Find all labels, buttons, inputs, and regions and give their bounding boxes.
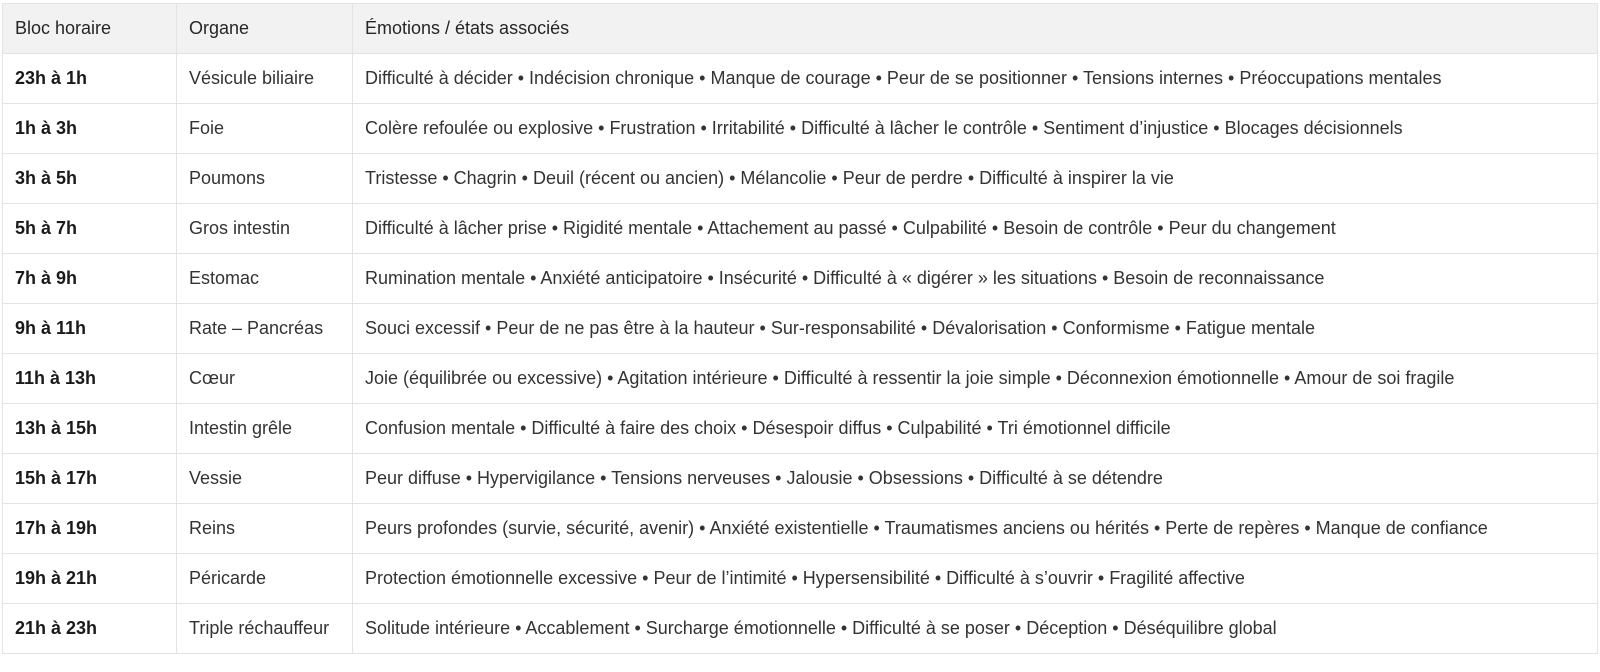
emotions-cell: Peur diffuse • Hypervigilance • Tensions nerveuses • Jalousie • Obsessions • Difficulté à se détendre [353,454,1598,504]
time-cell: 23h à 1h [3,54,177,104]
table-row [3,404,1598,454]
header-emotions: Émotions / états associés [353,4,1598,54]
organ-cell: Rate – Pancréas [177,304,353,354]
table-row [3,54,1598,104]
table-body [3,54,1598,654]
organ-cell: Gros intestin [177,204,353,254]
table-row [3,504,1598,554]
table-row [3,304,1598,354]
organ-cell: Poumons [177,154,353,204]
table-row [3,104,1598,154]
header-row [3,4,1598,54]
organ-cell: Vessie [177,454,353,504]
time-cell: 11h à 13h [3,354,177,404]
table-row [3,454,1598,504]
table-header [3,4,1598,54]
organ-cell: Vésicule biliaire [177,54,353,104]
emotions-cell: Difficulté à décider • Indécision chronique • Manque de courage • Peur de se positionner • Tensions internes • Préoccupations mentales [353,54,1598,104]
organ-cell: Intestin grêle [177,404,353,454]
table-row [3,554,1598,604]
emotions-cell: Peurs profondes (survie, sécurité, avenir) • Anxiété existentielle • Traumatismes anciens ou hérités • Perte de repères • Manque de confiance [353,504,1598,554]
time-cell: 3h à 5h [3,154,177,204]
emotions-cell: Tristesse • Chagrin • Deuil (récent ou ancien) • Mélancolie • Peur de perdre • Difficulté à inspirer la vie [353,154,1598,204]
table-row [3,204,1598,254]
time-cell: 17h à 19h [3,504,177,554]
table-row [3,604,1598,654]
emotions-cell: Confusion mentale • Difficulté à faire des choix • Désespoir diffus • Culpabilité • Tri émotionnel difficile [353,404,1598,454]
emotions-cell: Rumination mentale • Anxiété anticipatoire • Insécurité • Difficulté à « digérer » les situations • Besoin de reconnaissance [353,254,1598,304]
table-row [3,354,1598,404]
organ-clock-table-container [2,3,1597,654]
table-row [3,254,1598,304]
emotions-cell: Souci excessif • Peur de ne pas être à la hauteur • Sur-responsabilité • Dévalorisation • Conformisme • Fatigue mentale [353,304,1598,354]
time-cell: 15h à 17h [3,454,177,504]
organ-cell: Foie [177,104,353,154]
organ-cell: Péricarde [177,554,353,604]
emotions-cell: Difficulté à lâcher prise • Rigidité mentale • Attachement au passé • Culpabilité • Besoin de contrôle • Peur du changement [353,204,1598,254]
emotions-cell: Solitude intérieure • Accablement • Surcharge émotionnelle • Difficulté à se poser • Déception • Déséquilibre global [353,604,1598,654]
time-cell: 7h à 9h [3,254,177,304]
organ-cell: Cœur [177,354,353,404]
emotions-cell: Colère refoulée ou explosive • Frustration • Irritabilité • Difficulté à lâcher le contrôle • Sentiment d’injustice • Blocages décisionnels [353,104,1598,154]
time-cell: 9h à 11h [3,304,177,354]
header-time: Bloc horaire [3,4,177,54]
time-cell: 1h à 3h [3,104,177,154]
time-cell: 19h à 21h [3,554,177,604]
time-cell: 21h à 23h [3,604,177,654]
emotions-cell: Protection émotionnelle excessive • Peur de l’intimité • Hypersensibilité • Difficulté à s’ouvrir • Fragilité affective [353,554,1598,604]
emotions-cell: Joie (équilibrée ou excessive) • Agitation intérieure • Difficulté à ressentir la joie simple • Déconnexion émotionnelle • Amour de soi fragile [353,354,1598,404]
time-cell: 13h à 15h [3,404,177,454]
header-organ: Organe [177,4,353,54]
organ-cell: Triple réchauffeur [177,604,353,654]
organ-cell: Estomac [177,254,353,304]
organ-clock-table [2,3,1598,654]
table-row [3,154,1598,204]
time-cell: 5h à 7h [3,204,177,254]
organ-cell: Reins [177,504,353,554]
